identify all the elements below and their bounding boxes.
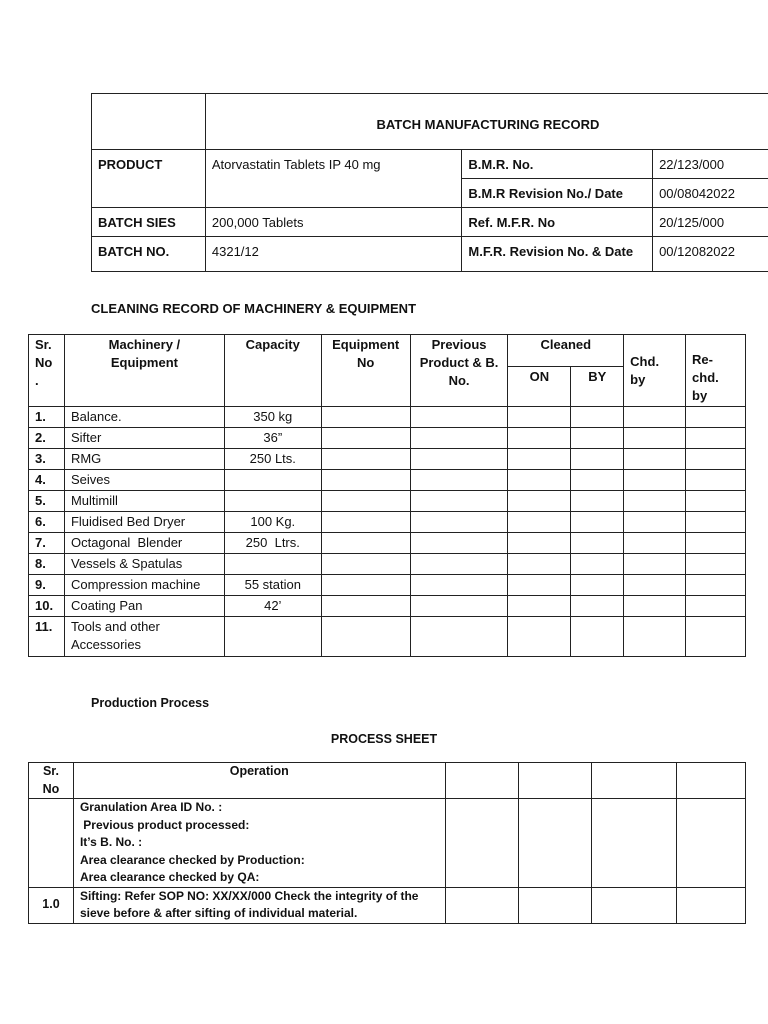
blank-record-cell [508, 491, 571, 512]
blank-record-cell [410, 449, 508, 470]
blank-record-cell [410, 554, 508, 575]
equipment-row [29, 512, 746, 533]
blank-record-cell [321, 617, 410, 657]
blank-record-cell [321, 470, 410, 491]
equipment-name: Tools and other Accessories [64, 617, 224, 657]
blank-record-cell [571, 470, 624, 491]
blank-record-cell [508, 554, 571, 575]
equipment-name: Octagonal Blender [64, 533, 224, 554]
bmr-revision-label: B.M.R Revision No./ Date [462, 179, 653, 208]
equipment-sr-no: 8. [29, 554, 65, 575]
blank-record-cell [508, 596, 571, 617]
equipment-sr-no: 4. [29, 470, 65, 491]
equipment-row [29, 554, 746, 575]
equipment-name: Balance. [64, 407, 224, 428]
equipment-capacity: 350 kg [224, 407, 321, 428]
blank-record-cell [410, 533, 508, 554]
blank-record-cell [686, 575, 746, 596]
proc-blank-cell [29, 799, 74, 888]
blank-record-cell [508, 617, 571, 657]
col-machinery: Machinery / Equipment [64, 335, 224, 407]
equipment-capacity [224, 554, 321, 575]
equipment-row [29, 449, 746, 470]
cleaning-table [28, 334, 746, 657]
equipment-capacity: 100 Kg. [224, 512, 321, 533]
record-title: BATCH MANUFACTURING RECORD [205, 94, 768, 150]
equipment-name: RMG [64, 449, 224, 470]
blank-record-cell [686, 617, 746, 657]
col-capacity: Capacity [224, 335, 321, 407]
blank-record-cell [410, 491, 508, 512]
col-sr-no: Sr. No . [29, 335, 65, 407]
equipment-name: Vessels & Spatulas [64, 554, 224, 575]
process-sheet-title: PROCESS SHEET [330, 732, 438, 746]
blank-record-cell [571, 596, 624, 617]
equipment-sr-no: 5. [29, 491, 65, 512]
equipment-sr-no: 3. [29, 449, 65, 470]
blank-record-cell [624, 428, 686, 449]
blank-record-cell [410, 470, 508, 491]
equipment-name: Multimill [64, 491, 224, 512]
batch-no-label: BATCH NO. [92, 237, 206, 272]
col-cleaned-by: BY [571, 367, 624, 407]
proc-blank-cell [445, 799, 519, 888]
blank-record-cell [321, 407, 410, 428]
blank-record-cell [571, 491, 624, 512]
col-cleaned-on: ON [508, 367, 571, 407]
blank-record-cell [571, 533, 624, 554]
blank-record-cell [410, 428, 508, 449]
process-sheet-table [28, 762, 746, 924]
equipment-sr-no: 9. [29, 575, 65, 596]
equipment-row [29, 428, 746, 449]
blank-record-cell [410, 575, 508, 596]
blank-record-cell [571, 617, 624, 657]
proc-blank-cell [519, 887, 592, 923]
mfr-no-label: Ref. M.F.R. No [462, 208, 653, 237]
blank-record-cell [624, 512, 686, 533]
blank-record-cell [686, 449, 746, 470]
proc-blank-col [677, 763, 746, 799]
proc-blank-col [519, 763, 592, 799]
step-sr: 1.0 [29, 887, 74, 923]
batch-size-value: 200,000 Tablets [205, 208, 462, 237]
equipment-name: Coating Pan [64, 596, 224, 617]
cleaning-heading: CLEANING RECORD OF MACHINERY & EQUIPMENT [91, 301, 417, 316]
blank-record-cell [508, 575, 571, 596]
blank-record-cell [508, 512, 571, 533]
blank-record-cell [508, 407, 571, 428]
proc-col-operation: Operation [73, 763, 445, 799]
blank-record-cell [571, 575, 624, 596]
blank-record-cell [686, 554, 746, 575]
blank-record-cell [624, 407, 686, 428]
blank-record-cell [571, 407, 624, 428]
blank-record-cell [410, 617, 508, 657]
mfr-no-value: 20/125/000 [653, 208, 768, 237]
blank-record-cell [410, 512, 508, 533]
bmr-no-label: B.M.R. No. [462, 150, 653, 179]
equipment-row [29, 596, 746, 617]
equipment-row [29, 407, 746, 428]
blank-record-cell [624, 617, 686, 657]
equipment-capacity: 250 Ltrs. [224, 533, 321, 554]
blank-record-cell [624, 449, 686, 470]
blank-record-cell [321, 554, 410, 575]
blank-record-cell [321, 449, 410, 470]
blank-record-cell [321, 533, 410, 554]
equipment-capacity: 55 station [224, 575, 321, 596]
equipment-row [29, 533, 746, 554]
blank-record-cell [571, 449, 624, 470]
equipment-row [29, 617, 746, 657]
proc-blank-cell [592, 799, 677, 888]
blank-record-cell [508, 533, 571, 554]
proc-blank-cell [519, 799, 592, 888]
equipment-capacity [224, 617, 321, 657]
equipment-capacity [224, 470, 321, 491]
equipment-row [29, 470, 746, 491]
col-previous-product: Previous Product & B. No. [410, 335, 508, 407]
blank-record-cell [686, 512, 746, 533]
blank-record-cell [321, 596, 410, 617]
equipment-capacity: 250 Lts. [224, 449, 321, 470]
equipment-sr-no: 10. [29, 596, 65, 617]
proc-blank-cell [677, 887, 746, 923]
bmr-revision-value: 00/08042022 [653, 179, 768, 208]
production-heading: Production Process [91, 696, 210, 710]
blank-record-cell [686, 470, 746, 491]
bmr-no-value: 22/123/000 [653, 150, 768, 179]
equipment-sr-no: 2. [29, 428, 65, 449]
proc-blank-cell [592, 887, 677, 923]
batch-size-label: BATCH SIES [92, 208, 206, 237]
equipment-capacity: 36” [224, 428, 321, 449]
blank-record-cell [686, 533, 746, 554]
blank-record-cell [508, 449, 571, 470]
blank-record-cell [321, 512, 410, 533]
equipment-name: Compression machine [64, 575, 224, 596]
product-label: PRODUCT [92, 150, 206, 208]
blank-record-cell [571, 512, 624, 533]
mfr-revision-label: M.F.R. Revision No. & Date [462, 237, 653, 272]
product-value: Atorvastatin Tablets IP 40 mg [205, 150, 462, 208]
equipment-name: Fluidised Bed Dryer [64, 512, 224, 533]
blank-record-cell [686, 407, 746, 428]
blank-record-cell [571, 428, 624, 449]
blank-record-cell [410, 407, 508, 428]
header-blank-cell [92, 94, 206, 150]
cleaning-rows [29, 407, 746, 657]
blank-record-cell [571, 554, 624, 575]
blank-record-cell [624, 554, 686, 575]
blank-record-cell [686, 428, 746, 449]
col-equipment-no: Equipment No [321, 335, 410, 407]
proc-blank-col [592, 763, 677, 799]
blank-record-cell [410, 596, 508, 617]
equipment-sr-no: 11. [29, 617, 65, 657]
batch-header-table [91, 93, 768, 272]
blank-record-cell [624, 470, 686, 491]
equipment-capacity: 42’ [224, 596, 321, 617]
blank-record-cell [508, 470, 571, 491]
equipment-row [29, 575, 746, 596]
area-clearance-block: Granulation Area ID No. : Previous product processed: It’s B. No. : Area clearance checked by Production: Area clearance checked by QA: [73, 799, 445, 888]
col-checked-by: Chd. by [624, 335, 686, 407]
blank-record-cell [624, 491, 686, 512]
blank-record-cell [624, 596, 686, 617]
blank-record-cell [686, 596, 746, 617]
blank-record-cell [624, 533, 686, 554]
proc-col-sr: Sr. No [29, 763, 74, 799]
col-cleaned: Cleaned [508, 335, 624, 367]
blank-record-cell [321, 491, 410, 512]
proc-blank-cell [445, 887, 519, 923]
blank-record-cell [508, 428, 571, 449]
equipment-capacity [224, 491, 321, 512]
proc-blank-cell [677, 799, 746, 888]
blank-record-cell [321, 575, 410, 596]
equipment-sr-no: 6. [29, 512, 65, 533]
equipment-sr-no: 7. [29, 533, 65, 554]
step-operation: Sifting: Refer SOP NO: XX/XX/000 Check the integrity of the sieve before & after sifting of individual material. [73, 887, 445, 923]
mfr-revision-value: 00/12082022 [653, 237, 768, 272]
proc-blank-col [445, 763, 519, 799]
blank-record-cell [686, 491, 746, 512]
equipment-sr-no: 1. [29, 407, 65, 428]
equipment-name: Sifter [64, 428, 224, 449]
blank-record-cell [321, 428, 410, 449]
blank-record-cell [624, 575, 686, 596]
col-rechecked-by: Re- chd. by [686, 335, 746, 407]
equipment-row [29, 491, 746, 512]
equipment-name: Seives [64, 470, 224, 491]
batch-no-value: 4321/12 [205, 237, 462, 272]
